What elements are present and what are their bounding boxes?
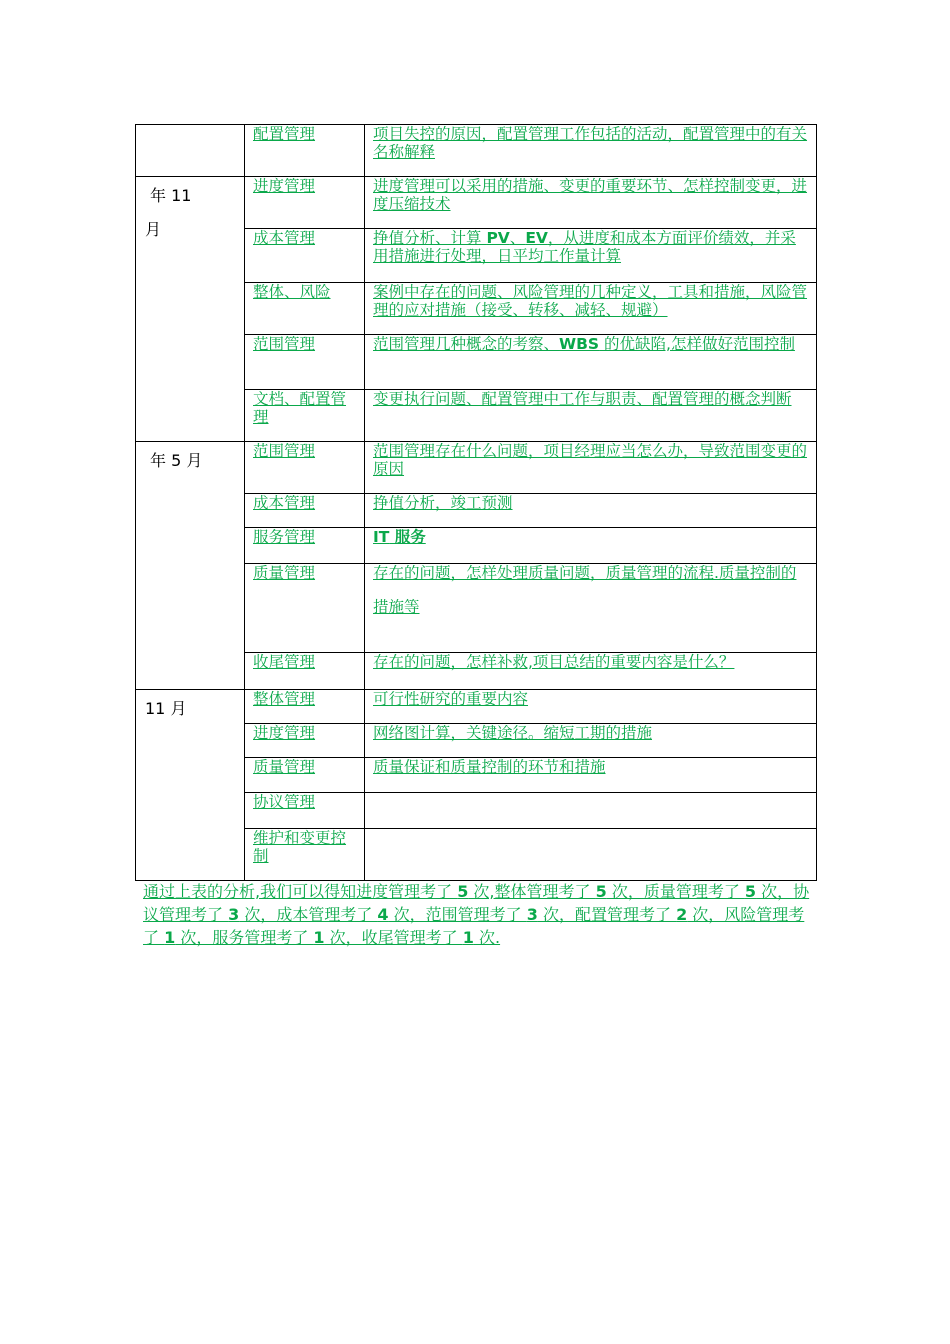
module-cell <box>245 564 365 653</box>
table-row <box>136 442 817 494</box>
desc-link[interactable]: 质量保证和质量控制的环节和措施 <box>373 758 606 776</box>
desc-cell <box>365 653 817 690</box>
desc-cell <box>365 177 817 229</box>
module-cell <box>245 494 365 528</box>
module-cell <box>245 229 365 283</box>
desc-link[interactable]: 进度管理可以采用的措施、变更的重要环节、怎样控制变更，进度压缩技术 <box>373 177 808 213</box>
desc-link[interactable]: IT 服务 <box>373 528 426 546</box>
module-link[interactable]: 成本管理 <box>253 494 316 512</box>
exam-date: 年 5 月 <box>150 451 203 470</box>
module-cell <box>245 283 365 335</box>
module-cell <box>245 724 365 758</box>
summary-paragraph <box>143 880 813 949</box>
module-link[interactable]: 整体管理 <box>253 690 316 708</box>
desc-cell <box>365 758 817 793</box>
module-cell <box>245 690 365 724</box>
table-row <box>136 177 817 229</box>
module-cell <box>245 125 365 177</box>
module-cell <box>245 177 365 229</box>
module-link[interactable]: 范围管理 <box>253 442 316 460</box>
module-cell <box>245 442 365 494</box>
module-link[interactable]: 范围管理 <box>253 335 316 353</box>
desc-cell <box>365 793 817 829</box>
exam-date: 年 11 月 <box>145 186 192 239</box>
date-cell <box>136 177 245 442</box>
module-link[interactable]: 服务管理 <box>253 528 316 546</box>
module-link[interactable]: 协议管理 <box>253 793 316 811</box>
module-cell <box>245 758 365 793</box>
exam-topics-table <box>135 124 817 881</box>
module-link[interactable]: 质量管理 <box>253 564 316 582</box>
summary-text[interactable]: 通过上表的分析,我们可以得知进度管理考了 5 次,整体管理考了 5 次，质量管理考了 5 次，协议管理考了 3 次，成本管理考了 4 次，范围管理考了 3 次，配置管理考了 2 次，风险管理考了 1 次，服务管理考了 1 次，收尾管理考了 1 次. <box>143 882 810 947</box>
exam-date: 11 月 <box>145 699 187 718</box>
module-link[interactable]: 进度管理 <box>253 724 316 742</box>
desc-link[interactable]: 项目失控的原因，配置管理工作包括的活动，配置管理中的有关名称解释 <box>373 125 808 161</box>
module-cell <box>245 793 365 829</box>
module-link[interactable]: 质量管理 <box>253 758 316 776</box>
module-link[interactable]: 整体、风险 <box>253 283 331 301</box>
module-cell <box>245 829 365 881</box>
desc-link[interactable]: 变更执行问题、配置管理中工作与职责、配置管理的概念判断 <box>373 390 792 408</box>
desc-cell <box>365 690 817 724</box>
desc-cell <box>365 442 817 494</box>
date-label: 年 11 <box>150 186 192 205</box>
module-cell <box>245 528 365 564</box>
table-row <box>136 125 817 177</box>
desc-cell <box>365 229 817 283</box>
desc-link[interactable]: 范围管理存在什么问题，项目经理应当怎么办，导致范围变更的原因 <box>373 442 808 478</box>
module-link[interactable]: 成本管理 <box>253 229 316 247</box>
desc-link[interactable]: 存在的问题，怎样处理质量问题，质量管理的流程.质量控制的 <box>373 564 797 582</box>
module-cell <box>245 390 365 442</box>
desc-link[interactable]: 范围管理几种概念的考察、WBS 的优缺陷,怎样做好范围控制 <box>373 335 795 353</box>
desc-cell <box>365 724 817 758</box>
desc-cell <box>365 283 817 335</box>
desc-link[interactable]: 网络图计算，关键途径。缩短工期的措施 <box>373 724 653 742</box>
desc-cell <box>365 564 817 653</box>
module-link[interactable]: 配置管理 <box>253 125 316 143</box>
desc-cell <box>365 335 817 390</box>
desc-cell <box>365 829 817 881</box>
date-cell <box>136 125 245 177</box>
date-cell <box>136 442 245 690</box>
desc-cell <box>365 494 817 528</box>
desc-link[interactable]: 可行性研究的重要内容 <box>373 690 529 708</box>
table-row <box>136 690 817 724</box>
module-link[interactable]: 进度管理 <box>253 177 316 195</box>
desc-link[interactable]: 案例中存在的问题、风险管理的几种定义，工具和措施，风险管理的应对措施（接受、转移、减轻、规避） <box>373 283 808 319</box>
desc-link[interactable]: 挣值分析、计算 PV、EV，从进度和成本方面评价绩效，并采用措施进行处理，日平均工作量计算 <box>373 229 796 265</box>
desc-link[interactable]: 挣值分析，竣工预测 <box>373 494 513 512</box>
module-link[interactable]: 文档、配置管理 <box>253 390 347 426</box>
date-cell <box>136 690 245 881</box>
module-link[interactable]: 收尾管理 <box>253 653 316 671</box>
desc-link-continued[interactable]: 措施等 <box>373 598 420 616</box>
desc-cell <box>365 125 817 177</box>
module-link[interactable]: 维护和变更控制 <box>253 829 347 865</box>
module-cell <box>245 335 365 390</box>
desc-cell <box>365 528 817 564</box>
module-cell <box>245 653 365 690</box>
desc-link[interactable]: 存在的问题，怎样补救,项目总结的重要内容是什么？ <box>373 653 735 671</box>
desc-cell <box>365 390 817 442</box>
